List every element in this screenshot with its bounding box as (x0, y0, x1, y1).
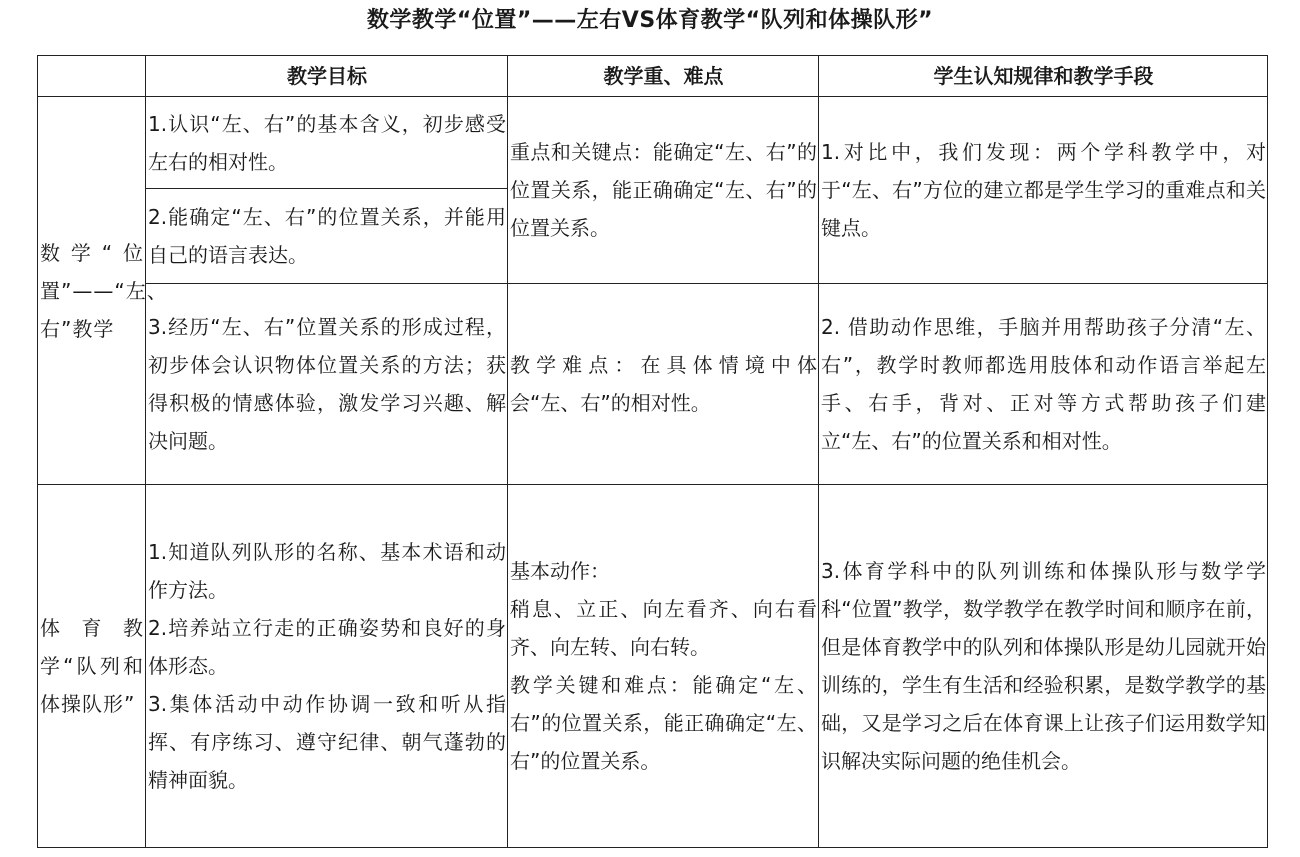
math-difficulty-cell (508, 284, 819, 485)
header-key-points: 教学重、难点 (508, 56, 819, 97)
math-row-label (38, 97, 168, 485)
math-goal-2: 2.能确定“左、右”的位置关系，并能用自己的语言表达。 (148, 205, 506, 267)
page-title: 数学教学“位置”——左右VS体育教学“队列和体操队形” (366, 8, 934, 33)
header-methods: 学生认知规律和教学手段 (819, 56, 1268, 97)
math-key-point: 重点和关键点：能确定“左、右”的位置关系，能正确确定“左、右”的位置关系。 (510, 140, 817, 240)
math-goal-2-cell (146, 189, 508, 284)
math-method-1: 1.对比中，我们发现：两个学科教学中，对于“左、右”方位的建立都是学生学习的重难点和关键点。 (821, 140, 1266, 240)
pe-row-label (38, 485, 146, 848)
pe-goals-cell (146, 485, 508, 848)
math-row-1 (38, 97, 1268, 189)
pe-method-3-cell (819, 485, 1268, 848)
math-goal-3-cell (146, 284, 508, 485)
math-method-2: 2. 借助动作思维，手脑并用帮助孩子分清“左、右”，教学时教师都选用肢体和动作语言举起左手、右手，背对、正对等方式帮助孩子们建立“左、右”的位置关系和相对性。 (821, 315, 1266, 453)
pe-method-3: 3.体育学科中的队列训练和体操队形与数学学科“位置”教学，数学教学在教学时间和顺序在前，但是体育教学中的队列和体操队形是幼儿园就开始训练的，学生有生活和经验积累，是数学教学的基础，又是学习之后在体育课上让孩子们运用数学知识解决实际问题的绝佳机会。 (821, 559, 1266, 773)
math-method-2-cell (819, 284, 1268, 485)
math-key-point-cell (508, 97, 819, 284)
pe-label-text: 体育教学“队列和体操队形” (40, 616, 144, 716)
math-label-text: 数学“位置”——“左、右”教学 (40, 240, 168, 341)
header-row (38, 56, 1268, 97)
math-goal-3: 3.经历“左、右”位置关系的形成过程，初步体会认识物体位置关系的方法；获得积极的情感体验，激发学习兴趣、解决问题。 (148, 315, 506, 453)
math-goal-1: 1.认识“左、右”的基本含义，初步感受左右的相对性。 (148, 111, 506, 174)
pe-row (38, 485, 1268, 848)
comparison-table (37, 55, 1268, 848)
pe-goals: 1.知道队列队形的名称、基本术语和动作方法。 2.培养站立行走的正确姿势和良好的身体形态。 3.集体活动中动作协调一致和听从指挥、有序练习、遵守纪律、朝气蓬勃的精神面貌。 (148, 540, 506, 792)
pe-key-points-cell (508, 485, 819, 848)
math-goal-1-cell (146, 97, 508, 189)
math-difficulty: 教学难点：在具体情境中体会“左、右”的相对性。 (510, 353, 817, 415)
header-blank (38, 56, 146, 97)
header-goals: 教学目标 (146, 56, 508, 97)
math-row-3 (38, 284, 1268, 485)
math-method-1-cell (819, 97, 1268, 284)
pe-key-points: 基本动作： 稍息、立正、向左看齐、向右看齐、向左转、向右转。 教学关键和难点：能确定“左、右”的位置关系，能正确确定“左、右”的位置关系。 (510, 559, 817, 773)
